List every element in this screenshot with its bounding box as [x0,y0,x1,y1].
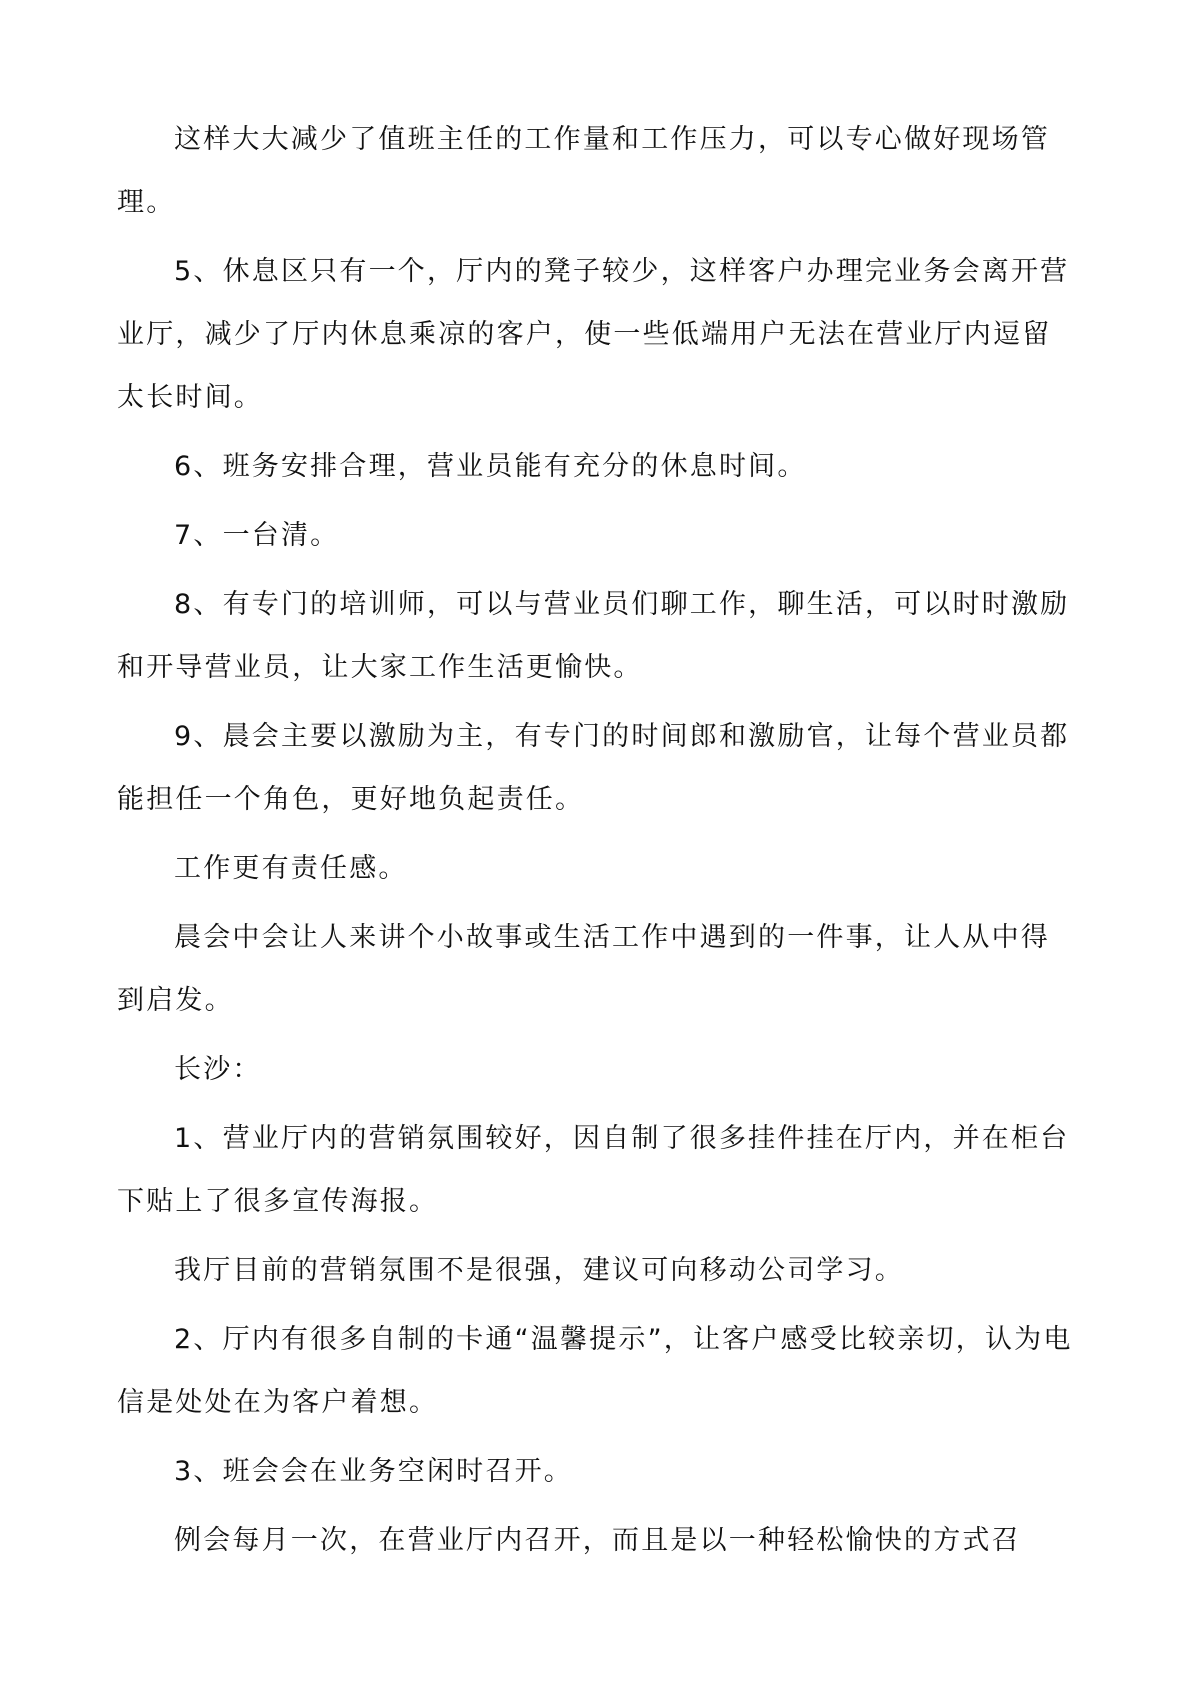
paragraph: 长沙： [174,1054,262,1085]
paragraph: 3、班会会在业务空闲时召开。 [174,1456,573,1487]
paragraph: 工作更有责任感。 [174,853,408,884]
paragraph: 例会每月一次，在营业厅内召开，而且是以一种轻松愉快的方式召 [174,1525,1021,1556]
document-body [117,108,1077,1572]
paragraph: 2、厅内有很多自制的卡通“温馨提示”，让客户感受比较亲切，认为电信是处处在为客户着想。 [117,1324,1073,1418]
paragraph: 1、营业厅内的营销氛围较好，因自制了很多挂件挂在厅内，并在柜台下贴上了很多宣传海报。 [117,1123,1070,1217]
paragraph: 9、晨会主要以激励为主，有专门的时间郎和激励官，让每个营业员都能担任一个角色，更好地负起责任。 [117,721,1070,815]
paragraph: 晨会中会让人来讲个小故事或生活工作中遇到的一件事，让人从中得到启发。 [117,922,1050,1016]
paragraph: 这样大大减少了值班主任的工作量和工作压力，可以专心做好现场管理。 [117,124,1050,218]
paragraph: 6、班务安排合理，营业员能有充分的休息时间。 [174,451,807,482]
paragraph: 7、一台清。 [174,520,340,551]
paragraph: 5、休息区只有一个，厅内的凳子较少，这样客户办理完业务会离开营业厅，减少了厅内休息乘凉的客户，使一些低端用户无法在营业厅内逗留太长时间。 [117,256,1070,413]
paragraph: 8、有专门的培训师，可以与营业员们聊工作，聊生活，可以时时激励和开导营业员，让大家工作生活更愉快。 [117,589,1070,683]
paragraph: 我厅目前的营销氛围不是很强，建议可向移动公司学习。 [174,1255,904,1286]
